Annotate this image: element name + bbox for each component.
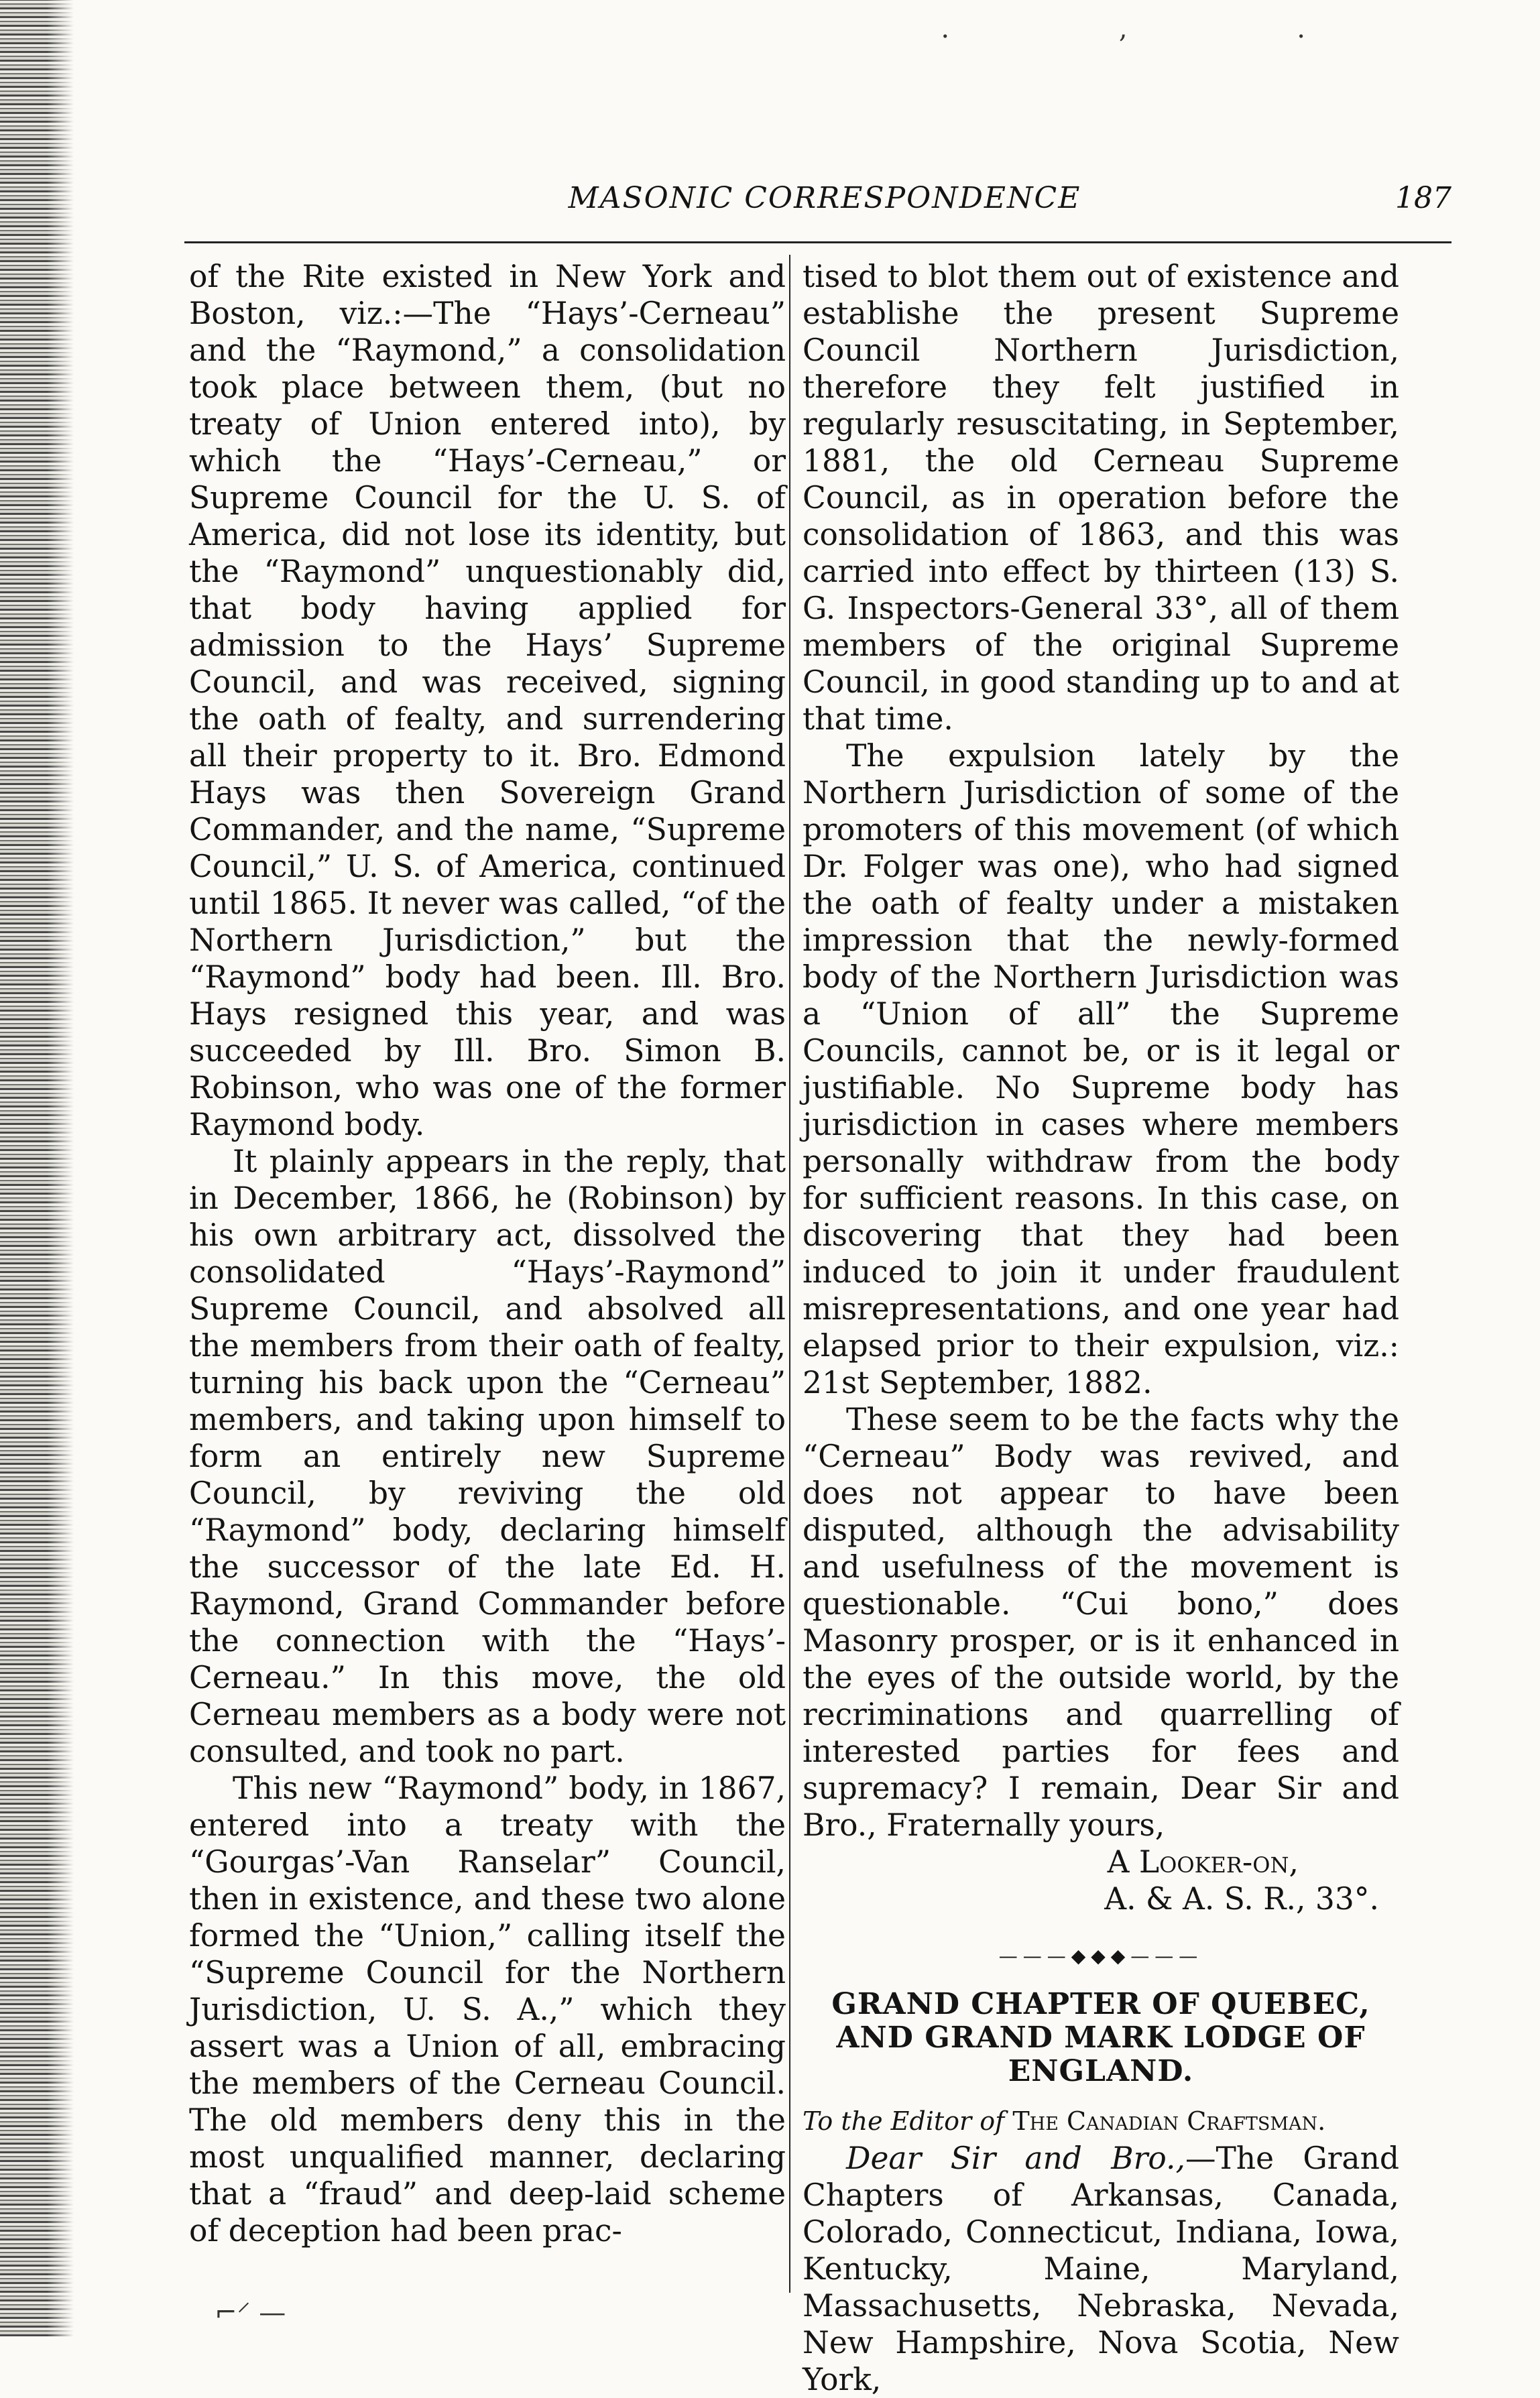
printer-mark: ⌐⸍ —: [215, 2297, 286, 2328]
signature-name: A Looker-on,: [1107, 1844, 1299, 1880]
header-rule: [184, 241, 1452, 243]
left-column: [189, 258, 786, 2249]
letter-opening-text: —The Grand Chapters of Arkansas, Canada, Colorado, Connecticut, Indiana, Iowa, Kentucky, Maine, Maryland, Massachusetts, Nebraska, Nevada, New Hampshire, Nova Scotia, New York,: [803, 2141, 1399, 2397]
right-paragraph-2: The expulsion lately by the Northern Jurisdiction of some of the promoters of this movement (of which Dr. Folger was one), who had signed the oath of fealty under a mistaken impression that the newly-formed body of the Northern Jurisdiction was a “Union of all” the Supreme Councils, cannot be, or is it legal or justifiable. No Supreme body has jurisdiction in cases where members personally withdraw from the body for sufficient reasons. In this case, on discovering that they had been induced to join it under fraudulent misrepresentations, and one year had elapsed prior to their expulsion, viz.: 21st September, 1882.: [803, 738, 1399, 1400]
left-paragraph-1: of the Rite existed in New York and Boston, viz.:—The “Hays’-Cerneau” and the “Raymond,” a consolidation took place between them, (but no treaty of Union entered into), by which the “Hays’-Cerneau,” or Supreme Council for the U. S. of America, did not lose its identity, but the “Raymond” unquestionably did, that body having applied for admission to the Hays’ Supreme Council, and was received, signing the oath of fealty, and surrendering all their property to it. Bro. Edmond Hays was then Sovereign Grand Commander, and the name, “Supreme Council,” U. S. of America, continued until 1865. It never was called, “of the Northern Jurisdiction,” but the “Raymond” body had been. Ill. Bro. Hays resigned this year, and was succeeded by Ill. Bro. Simon B. Robinson, who was one of the former Raymond body.: [189, 259, 786, 1142]
signature-title: A. & A. S. R., 33°.: [1104, 1881, 1379, 1917]
running-header: [198, 181, 1452, 228]
letter-opening-italic: Dear Sir and Bro.,: [846, 2141, 1185, 2176]
page-number: 187: [1395, 181, 1452, 215]
column-divider: [789, 255, 790, 2293]
right-paragraph-1: tised to blot them out of existence and establishe the present Supreme Council Northern Jurisdiction, therefore they felt justified in regularly resuscitating, in September, 1881, the old Cerneau Supreme Council, as in operation before the consolidation of 1863, and this was carried into effect by thirteen (13) S. G. Inspectors-General 33°, all of them members of the original Supreme Council, in good standing up to and at that time.: [803, 259, 1399, 737]
letter-opening: [803, 2140, 1399, 2398]
left-paragraph-2: It plainly appears in the reply, that in December, 1866, he (Robinson) by his own arbitrary act, dissolved the consolidated “Hays’-Raymond” Supreme Council, and absolved all the members from their oath of fealty, turning his back upon the “Cerneau” members, and taking upon himself to form an entirely new Supreme Council, by reviving the old “Raymond” body, declaring himself the successor of the late Ed. H. Raymond, Grand Commander before the connection with the “Hays’-Cerneau.” In this move, the old Cerneau members as a body were not consulted, and took no part.: [189, 1144, 786, 1769]
running-title: MASONIC CORRESPONDENCE: [568, 181, 1081, 215]
left-paragraph-3: This new “Raymond” body, in 1867, entered into a treaty with the “Gourgas’-Van Ranselar” Council, then in existence, and these two alone formed the “Union,” calling itself the “Supreme Council for the Northern Jurisdiction, U. S. A.,” which they assert was a Union of all, embracing the members of the Cerneau Council. The old members deny this in the most unqualified manner, declaring that a “fraud” and deep-laid scheme of deception had been prac-: [189, 1771, 786, 2249]
book-binding-edge: [0, 0, 74, 2336]
salutation-publication: The Canadian Craftsman.: [1012, 2106, 1326, 2136]
section-heading: GRAND CHAPTER OF QUEBEC, AND GRAND MARK LODGE OF ENGLAND.: [831, 1987, 1370, 2088]
salutation-line: [803, 2103, 1399, 2140]
right-paragraph-3: These seem to be the facts why the “Cerneau” Body was revived, and does not appear to have been disputed, although the advisability and usefulness of the movement is questionable. “Cui bono,” does Masonry prosper, or is it enhanced in the eyes of the outside world, by the recriminations and quarrelling of interested parties for fees and supremacy? I remain, Dear Sir and Bro., Fraternally yours,: [803, 1402, 1399, 1843]
print-specks: . , .: [941, 13, 1386, 44]
right-column: [803, 258, 1399, 2398]
section-ornament: ———◆◆◆———: [998, 1945, 1203, 1967]
salutation-to: To the Editor of: [803, 2106, 1005, 2136]
